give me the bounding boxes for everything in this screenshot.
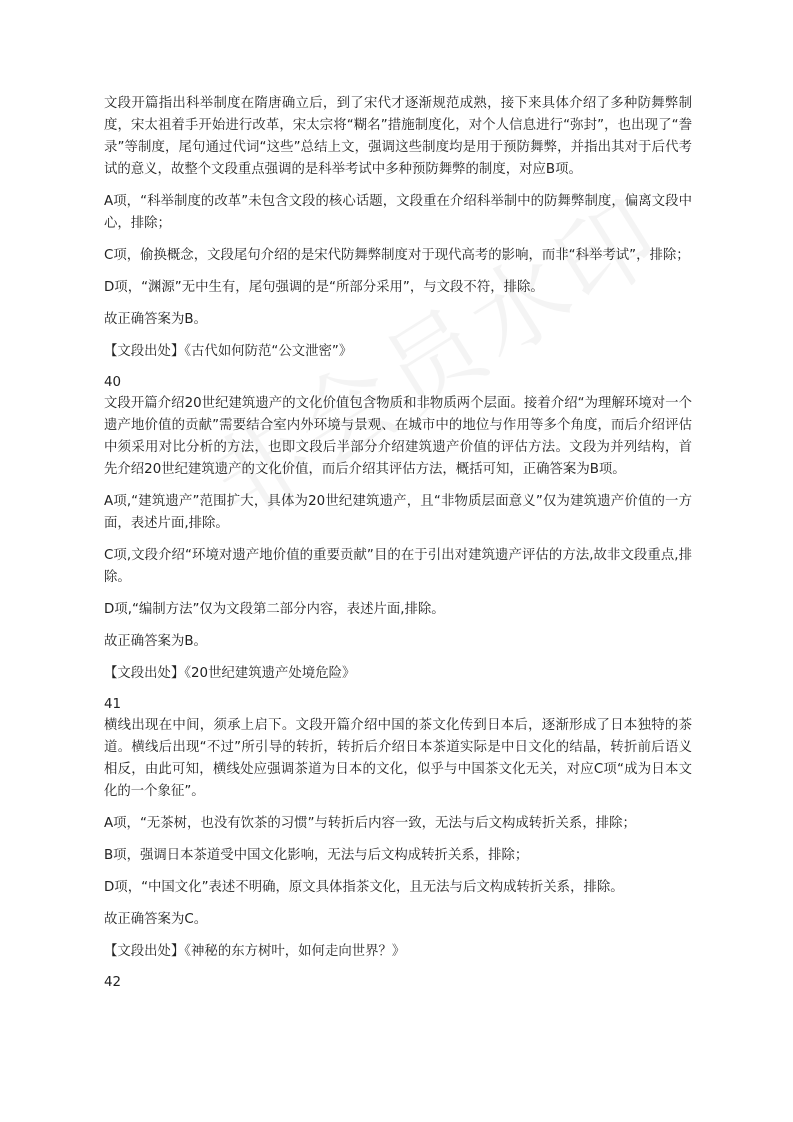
paragraph: 横线出现在中间，须承上启下。文段开篇介绍中国的茶文化传到日本后，逐渐形成了日本独特的茶道。横线后出现“不过”所引导的转折，转折后介绍日本茶道实际是中日文化的结晶，转折前后语义相反，由此可知，横线处应强调茶道为日本的文化，似乎与中国茶文化无关，对应C项“成为日本文化的一个象征”。 bbox=[104, 718, 692, 799]
paragraph: A项，“无茶树，也没有饮茶的习惯”与转折后内容一致，无法与后文构成转折关系，排除； bbox=[104, 816, 636, 831]
paragraph: D项，“渊源”无中生有，尾句强调的是“所部分采用”，与文段不符，排除。 bbox=[104, 280, 544, 295]
document-body bbox=[104, 93, 692, 993]
paragraph: 文段开篇介绍20世纪建筑遗产的文化价值包含物质和非物质两个层面。接着介绍“为理解环境对一个遗产地价值的贡献”需要结合室内外环境与景观、在城市中的地位与作用等多个角度，而后介绍评估中须采用对比分析的方法，也即文段后半部分介绍建筑遗产价值的评估方法。文段为并列结构，首先介绍20世纪建筑遗产的文化价值，而后介绍其评估方法，概括可知，正确答案为B项。 bbox=[104, 396, 692, 477]
question-number: 41 bbox=[104, 697, 122, 712]
paragraph: D项,“编制方法”仅为文段第二部分内容，表述片面,排除。 bbox=[104, 602, 445, 617]
paragraph: A项，“科举制度的改革”未包含文段的核心话题，文段重在介绍科举制中的防舞弊制度，偏离文段中心，排除； bbox=[104, 194, 692, 231]
source-line: 【文段出处】《20世纪建筑遗产处境危险》 bbox=[104, 666, 356, 681]
source-line: 【文段出处】《古代如何防范“公文泄密”》 bbox=[104, 344, 353, 359]
source-line: 【文段出处】《神秘的东方树叶，如何走向世界？》 bbox=[104, 944, 406, 959]
paragraph: A项,“建筑遗产”范围扩大，具体为20世纪建筑遗产，且“非物质层面意义”仅为建筑遗产价值的一方面，表述片面,排除。 bbox=[104, 494, 692, 531]
question-number: 42 bbox=[104, 975, 122, 990]
answer-line: 故正确答案为B。 bbox=[104, 312, 207, 327]
paragraph: 文段开篇指出科举制度在隋唐确立后，到了宋代才逐渐规范成熟，接下来具体介绍了多种防舞弊制度，宋太祖着手开始进行改革，宋太宗将“糊名”措施制度化，对个人信息进行“弥封”，也出现了“誊录”等制度，尾句通过代词“这些”总结上文，强调这些制度均是用于预防舞弊，并指出其对于后代考试的意义，故整个文段重点强调的是科举考试中多种预防舞弊的制度，对应B项。 bbox=[104, 96, 692, 177]
paragraph: C项，偷换概念，文段尾句介绍的是宋代防舞弊制度对于现代高考的影响，而非“科举考试”，排除； bbox=[104, 248, 690, 263]
answer-line: 故正确答案为C。 bbox=[104, 912, 208, 927]
paragraph: D项，“中国文化”表述不明确，原文具体指茶文化，且无法与后文构成转折关系，排除。 bbox=[104, 880, 624, 895]
answer-line: 故正确答案为B。 bbox=[104, 634, 207, 649]
paragraph: C项,文段介绍“环境对遗产地价值的重要贡献”目的在于引出对建筑遗产评估的方法,故非文段重点,排除。 bbox=[104, 548, 692, 585]
paragraph: B项，强调日本茶道受中国文化影响，无法与后文构成转折关系，排除； bbox=[104, 848, 529, 863]
question-number: 40 bbox=[104, 375, 122, 390]
